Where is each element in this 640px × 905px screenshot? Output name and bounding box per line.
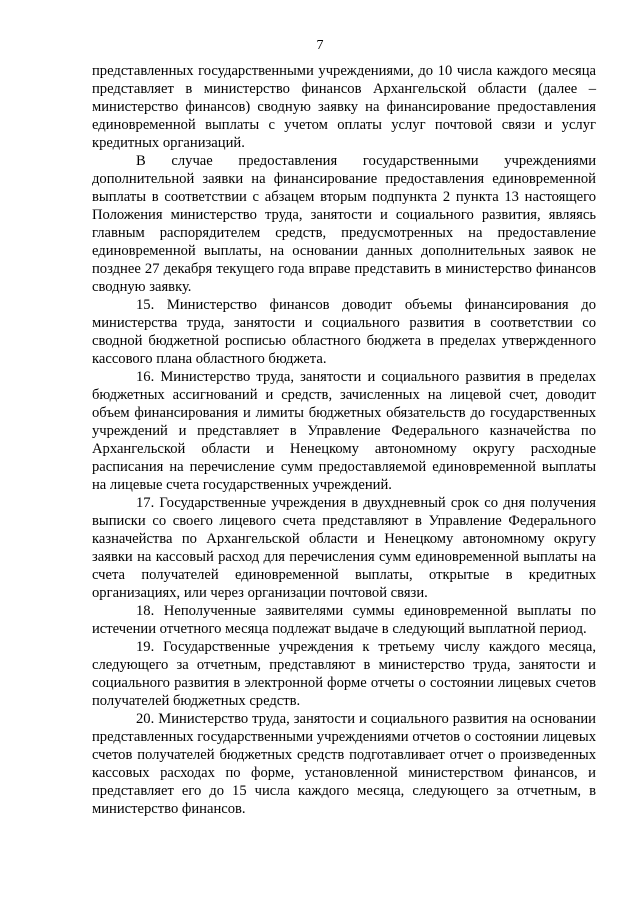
paragraph-item-17: 17. Государственные учреждения в двухдневный срок со дня получения выписки со своего лицевого счета представляют в Управление Федерального казначейства по Архангельской области и Ненецкому автономному округу заявки на кассовый расход для перечисления сумм единовременной выплаты на счета получателей единовременной выплаты, открытые в кредитных организациях, или через организации почтовой связи. xyxy=(92,495,596,601)
page-number: 7 xyxy=(316,38,324,53)
paragraph-item-16: 16. Министерство труда, занятости и социального развития в пределах бюджетных ассигнований и средств, зачисленных на лицевой счет, доводит объем финансирования и лимиты бюджетных обязательств до государственных учреждений и представляет в Управление Федерального казначейства по Архангельской области и Ненецкому автономному округу расходные расписания на перечисление сумм предоставляемой единовременной выплаты на лицевые счета государственных учреждений. xyxy=(92,369,596,493)
document-body xyxy=(92,62,596,818)
paragraph-continuation: представленных государственными учреждениями, до 10 числа каждого месяца представляет в министерство финансов Архангельской области (далее – министерство финансов) сводную заявку на финансирование предоставления единовременной выплаты с учетом оплаты услуг почтовой связи и услуг кредитных организаций. xyxy=(92,63,596,151)
paragraph-item-19: 19. Государственные учреждения к третьему числу каждого месяца, следующего за отчетным, представляют в министерство труда, занятости и социального развития в электронной форме отчеты о состоянии лицевых счетов получателей бюджетных средств. xyxy=(92,639,596,709)
paragraph-additional-request: В случае предоставления государственными учреждениями дополнительной заявки на финансирование предоставления единовременной выплаты в соответствии с абзацем вторым подпункта 2 пункта 13 настоящего Положения министерство труда, занятости и социального развития, являясь главным распорядителем средств, предусмотренных на предоставление единовременной выплаты, на основании данных дополнительных заявок не позднее 27 декабря текущего года вправе представить в министерство финансов сводную заявку. xyxy=(92,153,596,295)
paragraph-item-18: 18. Неполученные заявителями суммы единовременной выплаты по истечении отчетного месяца подлежат выдаче в следующий выплатной период. xyxy=(92,603,596,637)
paragraph-item-20: 20. Министерство труда, занятости и социального развития на основании представленных государственными учреждениями отчетов о состоянии лицевых счетов получателей бюджетных средств подготавливает отчет о произведенных кассовых расходах по форме, установленной министерством финансов, и представляет его до 15 числа каждого месяца, следующего за отчетным, в министерство финансов. xyxy=(92,711,596,817)
paragraph-item-15: 15. Министерство финансов доводит объемы финансирования до министерства труда, занятости и социального развития в соответствии со сводной бюджетной росписью областного бюджета в пределах утвержденного кассового плана областного бюджета. xyxy=(92,297,596,367)
